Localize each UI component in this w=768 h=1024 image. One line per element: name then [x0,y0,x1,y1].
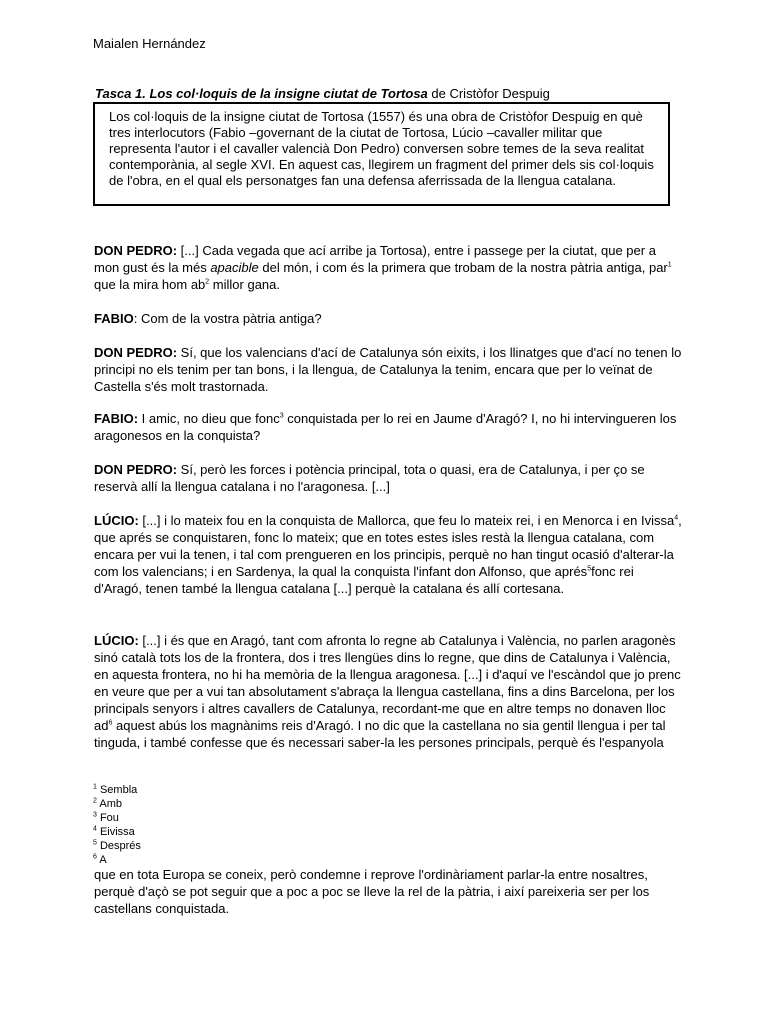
footnote-number: 1 [93,783,97,791]
footnote-text: Després [96,840,141,852]
dialogue-text: : Com de la vostra pàtria antiga? [133,311,322,326]
footnote-number: 4 [93,825,97,833]
footnote-text: A [96,854,107,866]
footnote-number: 3 [93,811,97,819]
task-title [95,86,550,101]
footnote-ref: 2 [205,278,210,286]
dialogue-text: , que aprés se conquistaren, fonc lo mateix; que en totes estes isles restà la llengua catalana, com encara per vui la tenen, i tal com prengueren en los principis, perquè no han tingut ocasió d'alterar-la com los valencians; i en Sardenya, la qual la conquista l'infant don Alfonso, que aprés [94,513,682,579]
footnote-number: 6 [93,853,97,861]
dialogue-paragraph [94,632,684,751]
footnote-ref: 6 [108,719,113,727]
speaker-label: LÚCIO: [94,633,139,648]
footnote-number: 5 [93,839,97,847]
footnotes [93,783,141,867]
footnote-ref: 3 [279,412,284,420]
author-name: Maialen Hernández [93,36,206,51]
dialogue-text: Sí, que los valencians d'ací de Catalunya són eixits, i los llinatges que d'ací no tenen lo principi no els tenim per tan bons, i la llengua, de Catalunya la tenim, encara que per lo veïnat de Castella s'és molt trastornada. [94,345,682,394]
speaker-label: DON PEDRO: [94,345,178,360]
speaker-label: DON PEDRO: [94,243,178,258]
dialogue-text: conquistada per lo rei en Jaume d'Aragó? I, no hi intervingueren los aragonesos en la conquista? [94,411,677,443]
speaker-label: LÚCIO: [94,513,139,528]
dialogue-text: que la mira hom ab [94,277,206,292]
speaker-label: FABIO [94,311,134,326]
dialogue-text: [...] Cada vegada que ací arribe ja Tortosa), entre i passege per la ciutat, que per a mon gust és la més [94,243,656,275]
dialogue-paragraph [94,410,684,444]
dialogue-paragraph [94,512,684,597]
footnote [93,783,141,797]
footnote-ref: 4 [674,514,679,522]
task-suffix: de Cristòfor Despuig [427,86,550,101]
dialogue-text: millor gana. [209,277,280,292]
footnote-text: Fou [96,812,119,824]
speaker-label: FABIO: [94,411,139,426]
footnote-ref: 5 [587,565,592,573]
footnote-text: Eivissa [96,826,135,838]
footnote [93,811,141,825]
dialogue-paragraph [94,242,684,293]
speaker-label: DON PEDRO: [94,462,178,477]
footnote [93,797,141,811]
intro-box: Los col·loquis de la insigne ciutat de Tortosa (1557) és una obra de Cristòfor Despuig en què tres interlocutors (Fabio –governant de la ciutat de Tortosa, Lúcio –cavaller militar que representa l'autor i el cavaller valencià Don Pedro) conversen sobre temes de la seva realitat contemporània, al segle XVI. En aquest cas, llegirem un fragment del primer dels sis col·loquis de l'obra, en el qual els personatges fan una defensa aferrissada de la llengua catalana. [93,102,670,206]
dialogue-text: [...] i és que en Aragó, tant com afronta lo regne ab Catalunya i València, no parlen aragonès sinó català tots los de la frontera, dos i tres llengües dins lo regne, que dins de Catalunya i València, en aquesta frontera, no hi ha memòria de la llengua aragonesa. [...] i d'aquí ve l'escàndol que jo prenc en veure que per a vui tan absolutament s'abraça la llengua castellana, fins a dins Barcelona, per los principals senyors i altres cavallers de Catalunya, recordant-me que en altre temps no donaven lloc ad [94,633,681,733]
task-label: Tasca 1. Los col·loquis de la insigne ciutat de Tortosa [95,86,428,101]
footnote [93,839,141,853]
footnote-text: Sembla [96,784,138,796]
footnote-ref: 1 [667,261,672,269]
footnote-text: Amb [96,798,122,810]
footnote [93,853,141,867]
dialogue-text: aquest abús los magnànims reis d'Aragó. I no dic que la castellana no sia gentil llengua i per tal tinguda, i també confesse que és necessari saber-la les persones principals, perquè és l'espanyola [94,718,666,750]
dialogue-text: fonc rei d'Aragó, tenen també la llengua catalana [...] perquè la catalana és allí cortesana. [94,564,634,596]
dialogue-emphasis: apacible [210,260,259,275]
footnote [93,825,141,839]
footnote-number: 2 [93,797,97,805]
dialogue-text: Sí, però les forces i potència principal, tota o quasi, era de Catalunya, i per ço se reservà allí la llengua catalana i no l'aragonesa. [...] [94,462,645,494]
dialogue-paragraph [94,310,684,327]
dialogue-text: [...] i lo mateix fou en la conquista de Mallorca, que feu lo mateix rei, i en Menorca i en Ivissa [138,513,675,528]
dialogue-paragraph [94,461,684,495]
dialogue-text: del món, i com és la primera que trobam de la nostra pàtria antiga, par [258,260,668,275]
continuation-paragraph: que en tota Europa se coneix, però condemne i reprove l'ordinàriament parlar-la entre nosaltres, perquè d'açò se pot seguir que a poc a poc se lleve la rel de la pàtria, i així pareixeria ser per los castellans conquistada. [94,867,650,916]
dialogue-paragraph [94,344,684,395]
dialogue-text: I amic, no dieu que fonc [138,411,280,426]
